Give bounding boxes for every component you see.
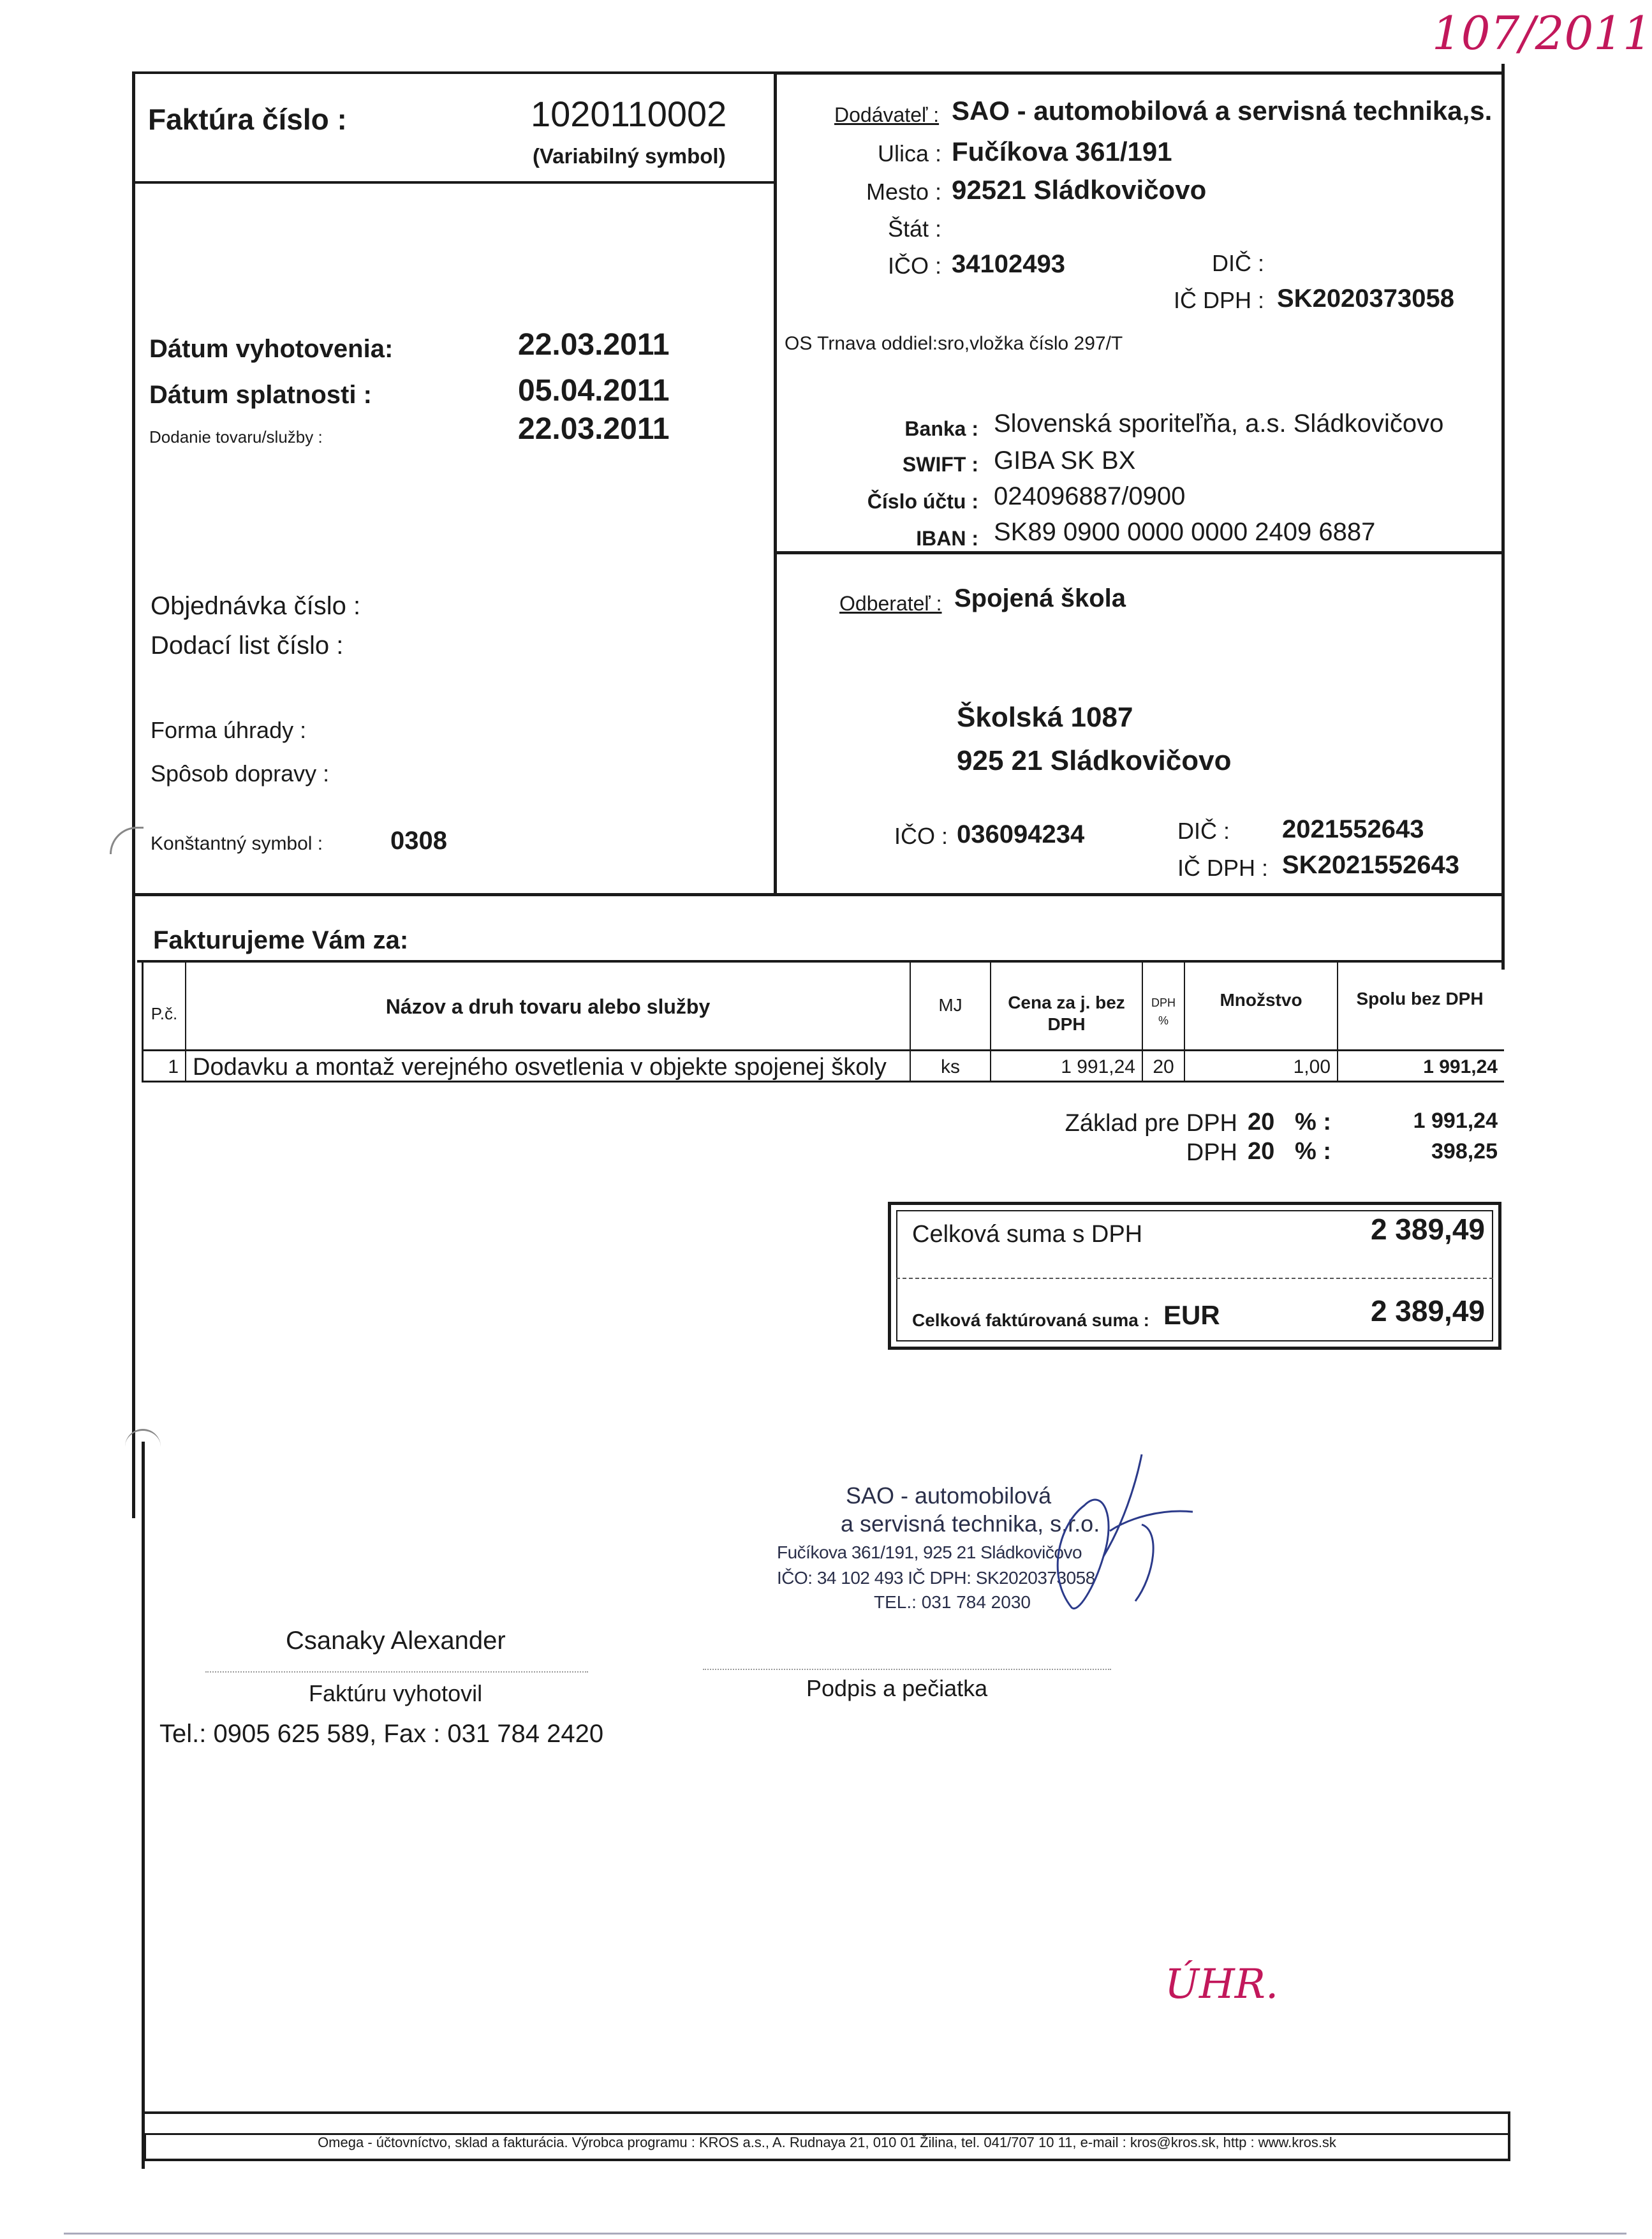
- punch-hole-mark-bottom: [125, 1429, 161, 1456]
- col-header-price-1: Cena za j. bez: [1008, 993, 1125, 1012]
- col-header-mj: MJ: [938, 995, 962, 1015]
- row-qty: 1,00: [1293, 1056, 1331, 1077]
- issue-date-label: Dátum vyhotovenia:: [149, 335, 394, 363]
- col-header-pc: P.č.: [151, 1004, 178, 1023]
- col-header-name: Názov a druh tovaru alebo služby: [385, 995, 711, 1018]
- customer-name: Spojená škola: [954, 584, 1126, 612]
- customer-icdph-label: IČ DPH :: [1177, 855, 1269, 881]
- supplier-ico: 34102493: [952, 250, 1065, 278]
- customer-dic-label: DIČ :: [1177, 818, 1230, 844]
- stamp-line-5: TEL.: 031 784 2030: [874, 1592, 1031, 1612]
- col-header-price-2: DPH: [1047, 1014, 1086, 1034]
- customer-dic: 2021552643: [1282, 815, 1424, 843]
- invoiced-total-label: Celková faktúrovaná suma :: [912, 1310, 1149, 1330]
- customer-label: Odberateľ :: [839, 592, 942, 615]
- invoiced-total-value: 2 389,49: [1370, 1294, 1485, 1327]
- transport-label: Spôsob dopravy :: [151, 760, 330, 787]
- col-header-vat-2: %: [1158, 1014, 1169, 1027]
- punch-hole-mark-top: [110, 827, 144, 854]
- invoice-number: 1020110002: [531, 94, 727, 134]
- footer-text: Omega - účtovníctvo, sklad a fakturácia. Výrobca programu : KROS a.s., A. Rudnaya 21, 010 01 Žilina, tel. 041/707 10 11, e-mail : kros@kros.sk, http : www.kros.sk: [318, 2134, 1336, 2150]
- stamp-line-1: SAO - automobilová: [846, 1482, 1052, 1509]
- row-vat: 20: [1153, 1056, 1174, 1077]
- row-price: 1 991,24: [1061, 1056, 1135, 1077]
- supplier-street: Fučíkova 361/191: [952, 137, 1172, 166]
- supplier-register: OS Trnava oddiel:sro,vložka číslo 297/T: [785, 333, 1123, 354]
- row-name: Dodavku a montaž verejného osvetlenia v objekte spojenej školy: [193, 1054, 887, 1081]
- row-mj: ks: [941, 1056, 960, 1077]
- supplier-street-label: Ulica :: [877, 140, 941, 166]
- vat-pct: % :: [1295, 1138, 1331, 1165]
- due-date: 05.04.2011: [518, 374, 670, 408]
- bank-label: Banka :: [904, 417, 978, 440]
- supplier-name: SAO - automobilová a servisná technika,s.: [952, 96, 1493, 126]
- stamp-line-4: IČO: 34 102 493 IČ DPH: SK2020373058: [777, 1568, 1095, 1588]
- stamp-sign-line: [703, 1669, 1111, 1670]
- total-with-vat-value: 2 389,49: [1370, 1213, 1485, 1246]
- delivery-date-label: Dodanie tovaru/služby :: [149, 427, 323, 447]
- invoice-number-label: Faktúra číslo :: [148, 103, 347, 136]
- customer-street: Školská 1087: [957, 702, 1133, 733]
- vat-base-value: 1 991,24: [1413, 1109, 1498, 1133]
- col-header-total: Spolu bez DPH: [1356, 989, 1484, 1009]
- signature: [1033, 1448, 1206, 1620]
- vat-value: 398,25: [1431, 1139, 1498, 1164]
- variable-symbol-label: (Variabilný symbol): [533, 144, 726, 168]
- supplier-state-label: Štát :: [887, 216, 941, 242]
- delivery-date: 22.03.2011: [518, 412, 670, 446]
- due-date-label: Dátum splatnosti :: [149, 381, 372, 409]
- items-heading: Fakturujeme Vám za:: [153, 926, 409, 954]
- supplier-city: 92521 Sládkovičovo: [952, 175, 1207, 205]
- vat-base-rate: 20: [1248, 1109, 1275, 1135]
- row-pc: 1: [168, 1056, 179, 1077]
- vat-base-label: Základ pre DPH: [1065, 1110, 1237, 1137]
- account-number: 024096887/0900: [994, 482, 1186, 510]
- issuer-name: Csanaky Alexander: [286, 1627, 506, 1655]
- row-total: 1 991,24: [1423, 1056, 1498, 1077]
- payment-form-label: Forma úhrady :: [151, 717, 307, 743]
- supplier-ico-label: IČO :: [887, 253, 941, 279]
- customer-city: 925 21 Sládkovičovo: [957, 745, 1232, 776]
- account-label: Číslo účtu :: [867, 490, 978, 513]
- customer-icdph: SK2021552643: [1282, 851, 1460, 879]
- col-header-qty: Množstvo: [1220, 990, 1302, 1010]
- constant-symbol: 0308: [390, 827, 447, 855]
- vat-base-pct: % :: [1295, 1109, 1331, 1135]
- iban-label: IBAN :: [916, 527, 978, 550]
- supplier-icdph-label: IČ DPH :: [1174, 287, 1265, 313]
- currency: EUR: [1163, 1300, 1220, 1330]
- delivery-note-label: Dodací list číslo :: [151, 632, 344, 660]
- vat-rate: 20: [1248, 1138, 1275, 1165]
- handwritten-note: ÚHR.: [1165, 1961, 1279, 2008]
- stamp-line-3: Fučíkova 361/191, 925 21 Sládkovičovo: [777, 1542, 1082, 1562]
- supplier-dic-label: DIČ :: [1212, 250, 1265, 276]
- supplier-label: Dodávateľ :: [834, 103, 940, 126]
- issuer-label: Faktúru vyhotovil: [309, 1680, 483, 1706]
- total-with-vat-label: Celková suma s DPH: [912, 1221, 1143, 1248]
- supplier-city-label: Mesto :: [866, 179, 941, 205]
- issuer-contact: Tel.: 0905 625 589, Fax : 031 784 2420: [159, 1720, 604, 1748]
- sign-stamp-label: Podpis a pečiatka: [806, 1675, 988, 1701]
- vat-label: DPH: [1186, 1139, 1237, 1166]
- stamp-line-2: a servisná technika, s.r.o.: [841, 1511, 1100, 1537]
- issue-date: 22.03.2011: [518, 328, 670, 362]
- supplier-icdph: SK2020373058: [1277, 284, 1455, 313]
- swift-label: SWIFT :: [902, 453, 978, 476]
- swift-code: GIBA SK BX: [994, 447, 1136, 475]
- col-header-vat-1: DPH: [1151, 996, 1176, 1009]
- issuer-sign-line: [205, 1671, 588, 1673]
- bank-name: Slovenská sporiteľňa, a.s. Sládkovičovo: [994, 410, 1444, 438]
- iban: SK89 0900 0000 0000 2409 6887: [994, 518, 1376, 546]
- order-number-label: Objednávka číslo :: [151, 592, 361, 620]
- handwritten-invoice-number: 107/2011: [1432, 6, 1652, 60]
- customer-ico-label: IČO :: [894, 823, 948, 849]
- customer-ico: 036094234: [957, 820, 1085, 848]
- constant-symbol-label: Konštantný symbol :: [151, 833, 323, 854]
